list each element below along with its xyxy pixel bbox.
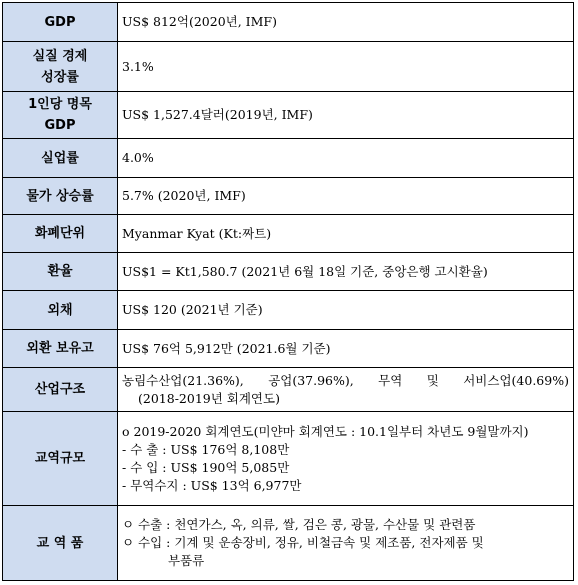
row-value-fx-reserves: US$ 76억 5,912만 (2021.6월 기준) (118, 330, 574, 368)
row-label-trade-goods: 교 역 품 (3, 506, 118, 581)
table-row (3, 139, 574, 178)
table-row (3, 291, 574, 330)
row-value-trade-volume: o 2019-2020 회계연도(미얀마 회계연도 : 10.1일부터 차년도 9월말까지) - 수 출 : US$ 176억 8,108만 - 수 입 : US$ 190억 5,085만 - 무역수지 : US$ 13억 6,977만 (118, 412, 574, 506)
row-label-external-debt: 외채 (3, 291, 118, 330)
table-row (3, 330, 574, 368)
row-value-gdp-per-capita: US$ 1,527.4달러(2019년, IMF) (118, 92, 574, 139)
row-label-gdp-per-capita: 1인당 명목 GDP (3, 92, 118, 139)
row-label-industry-structure: 산업구조 (3, 368, 118, 412)
row-label-fx-reserves: 외환 보유고 (3, 330, 118, 368)
row-label-inflation: 물가 상승률 (3, 178, 118, 215)
row-value-inflation: 5.7% (2020년, IMF) (118, 178, 574, 215)
table-row (3, 92, 574, 139)
row-value-external-debt: US$ 120 (2021년 기준) (118, 291, 574, 330)
table-row (3, 412, 574, 506)
row-value-currency: Myanmar Kyat (Kt:짜트) (118, 215, 574, 253)
row-label-trade-volume: 교역규모 (3, 412, 118, 506)
table-row (3, 506, 574, 581)
row-label-currency: 화폐단위 (3, 215, 118, 253)
row-label-gdp: GDP (3, 3, 118, 42)
row-value-industry-structure: 농림수산업(21.36%), 공업(37.96%), 무역 및 서비스업(40.69%) (2018-2019년 회계연도) (118, 368, 574, 412)
myanmar-economy-table (2, 2, 574, 581)
table-row (3, 3, 574, 42)
row-label-growth: 실질 경제 성장률 (3, 42, 118, 92)
row-value-trade-goods: ㅇ 수출 : 천연가스, 옥, 의류, 쌀, 검은 콩, 광물, 수산물 및 관련품 ㅇ 수입 : 기계 및 운송장비, 정유, 비철금속 및 제조품, 전자제품 및 부품류 (118, 506, 574, 581)
industry-structure-line: 농림수산업(21.36%), 공업(37.96%), 무역 및 서비스업(40.69%) (122, 372, 569, 388)
table-row (3, 42, 574, 92)
row-label-exchange-rate: 환율 (3, 253, 118, 291)
table-row (3, 215, 574, 253)
table-row (3, 253, 574, 291)
row-label-unemployment: 실업률 (3, 139, 118, 178)
table-row (3, 178, 574, 215)
table-row (3, 368, 574, 412)
row-value-exchange-rate: US$1 = Kt1,580.7 (2021년 6월 18일 기준, 중앙은행 고시환율) (118, 253, 574, 291)
row-value-growth: 3.1% (118, 42, 574, 92)
row-value-gdp: US$ 812억(2020년, IMF) (118, 3, 574, 42)
row-value-unemployment: 4.0% (118, 139, 574, 178)
